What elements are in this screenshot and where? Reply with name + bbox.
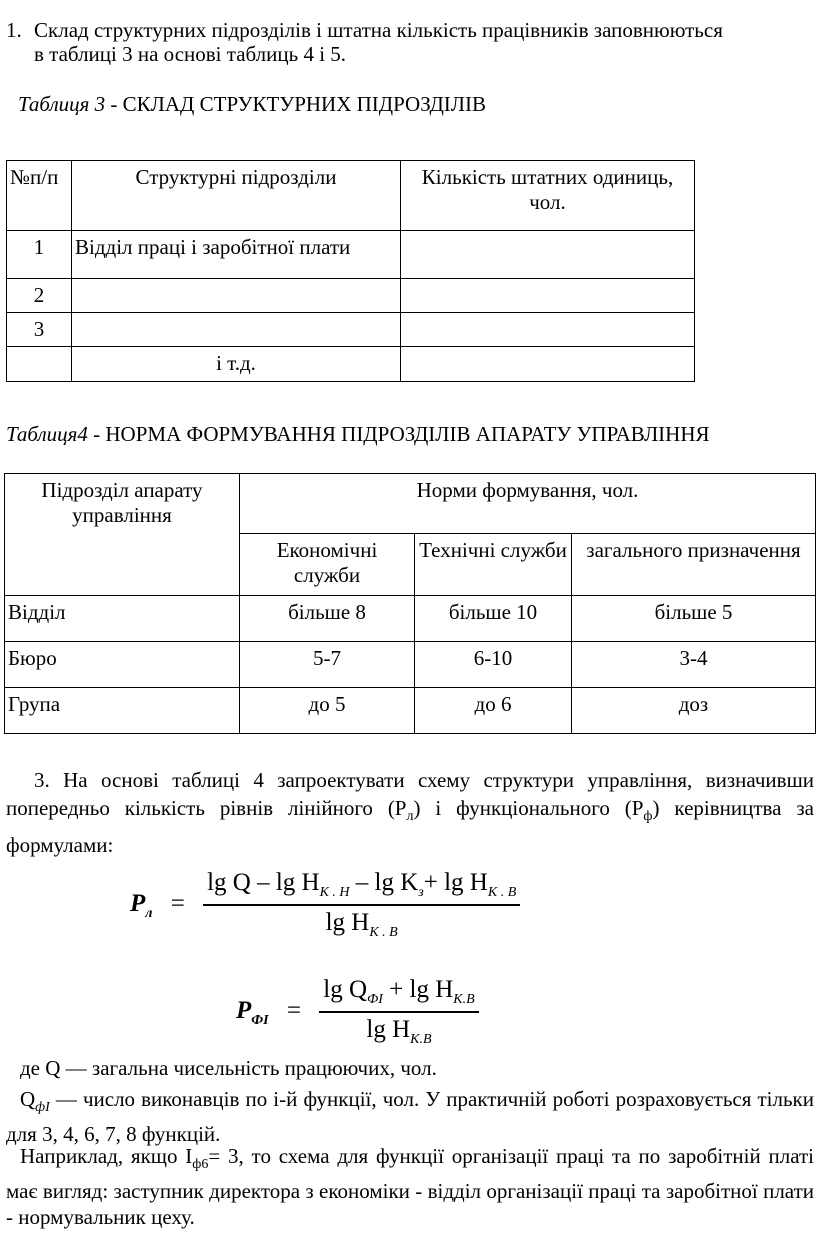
table3-cell: [72, 279, 401, 313]
table3-cell: і т.д.: [72, 347, 401, 381]
section3-sub-f: ф: [643, 809, 653, 825]
section3-text-a: 3. На основі таблиці 4 запроектувати схему структури управління, визначивши попередньо кількість рівнів лінійного (Р: [6, 768, 814, 820]
intro-line-1: Склад структурних підрозділів і штатна кількість працівників заповнюються: [34, 18, 723, 42]
table3-cell: 3: [7, 313, 72, 347]
formula1-numerator: $\lg Q - \lg H_{K . H} - \lg K_з+ \lg H_{K . B}$: [207, 869, 517, 900]
formula2-lhs: $P_{ФI}$: [236, 996, 269, 1028]
section3-sub-l: л: [406, 809, 414, 825]
table4-caption: [6, 422, 710, 447]
table4-cell: 6-10: [415, 642, 572, 688]
intro-line-2: в таблиці 3 на основі таблиць 4 і 5.: [34, 42, 347, 66]
table-row: [7, 231, 695, 279]
table4-cell: 5-7: [240, 642, 415, 688]
table4-caption-label: Таблиця4: [6, 422, 88, 446]
table3-cell: 2: [7, 279, 72, 313]
table3-caption-title: - СКЛАД СТРУКТУРНИХ ПІДРОЗДІЛІВ: [105, 92, 487, 116]
formula2-fraction: [319, 975, 478, 1049]
table4-header-row: [5, 474, 816, 534]
table4-caption-title: - НОРМА ФОРМУВАННЯ ПІДРОЗДІЛІВ АПАРАТУ УПРАВЛІННЯ: [87, 422, 710, 446]
table4-cell: Бюро: [5, 642, 240, 688]
definition-qfi: $Q_{фI}$ — число виконавців по і-й функції, чол. У практичній роботі розраховується тільки для 3, 4, 6, 7, 8 функцій.: [6, 1087, 814, 1147]
section3-text-b: ) і функціонального (Р: [413, 796, 644, 820]
table3-caption: [18, 92, 486, 117]
table-row: [5, 688, 816, 734]
table-row: [7, 313, 695, 347]
table4-header-group: Норми формування, чол.: [240, 474, 816, 534]
table4-cell: більше 8: [240, 596, 415, 642]
table3-header-row: [7, 161, 695, 231]
table4-cell: до 5: [240, 688, 415, 734]
table-row: [7, 279, 695, 313]
formula2-equals: =: [286, 996, 301, 1024]
table4-header-cell: Підрозділ апарату управління: [5, 474, 240, 596]
formula1-lhs: $P_л$: [130, 889, 153, 921]
table3-cell: [7, 347, 72, 381]
table3-cell: [401, 347, 695, 381]
formula1-fraction: [203, 868, 520, 942]
table4-cell: більше 5: [572, 596, 816, 642]
formula1-equals: =: [170, 889, 185, 917]
table3: [6, 160, 695, 382]
table3-caption-label: Таблиця 3: [18, 92, 106, 116]
formula-functional-levels: [236, 975, 479, 1049]
table-row: [5, 596, 816, 642]
table3-cell: [72, 313, 401, 347]
table3-cell: Відділ праці і заробітної плати: [72, 231, 401, 279]
table3-cell: [401, 231, 695, 279]
table4: [4, 473, 816, 734]
definition-q: де Q — загальна чисельність працюючих, чол.: [20, 1056, 437, 1080]
formula2-numerator: $\lg Q_{ФI} + \lg H_{K.B}$: [323, 976, 475, 1007]
formula2-denominator: $\lg H_{K.B}$: [366, 1015, 432, 1047]
table3-cell: [401, 279, 695, 313]
table3-cell: [401, 313, 695, 347]
table4-cell: до 6: [415, 688, 572, 734]
intro-number: 1.: [6, 18, 22, 42]
table4-subheader-cell: Економічні служби: [240, 534, 415, 596]
section3-paragraph: [6, 766, 814, 859]
table4-cell: Відділ: [5, 596, 240, 642]
formula1-denominator: $\lg H_{K . B}$: [325, 908, 398, 940]
table4-subheader-cell: Технічні служби: [415, 534, 572, 596]
table4-cell: доз: [572, 688, 816, 734]
table4-cell: 3-4: [572, 642, 816, 688]
table-row: [7, 347, 695, 381]
section3-text-c: ) керівництва за формулами:: [6, 796, 814, 858]
table3-cell: 1: [7, 231, 72, 279]
table4-cell: Група: [5, 688, 240, 734]
table3-header-cell: №п/п: [7, 161, 72, 231]
table-row: [5, 642, 816, 688]
table3-header-cell: Структурні підрозділи: [72, 161, 401, 231]
table4-subheader-cell: загального призначення: [572, 534, 816, 596]
table3-header-cell: Кількість штатних одиниць, чол.: [401, 161, 695, 231]
example-paragraph: Наприклад, якщо $І_{ф6}= 3$, то схема для функції організації праці та по заробітній платі має вигляд: заступник директора з економіки - відділ організації праці та заробітної плати - нормувальник цеху.: [6, 1144, 815, 1230]
table4-cell: більше 10: [415, 596, 572, 642]
formula-linear-levels: [130, 868, 520, 942]
